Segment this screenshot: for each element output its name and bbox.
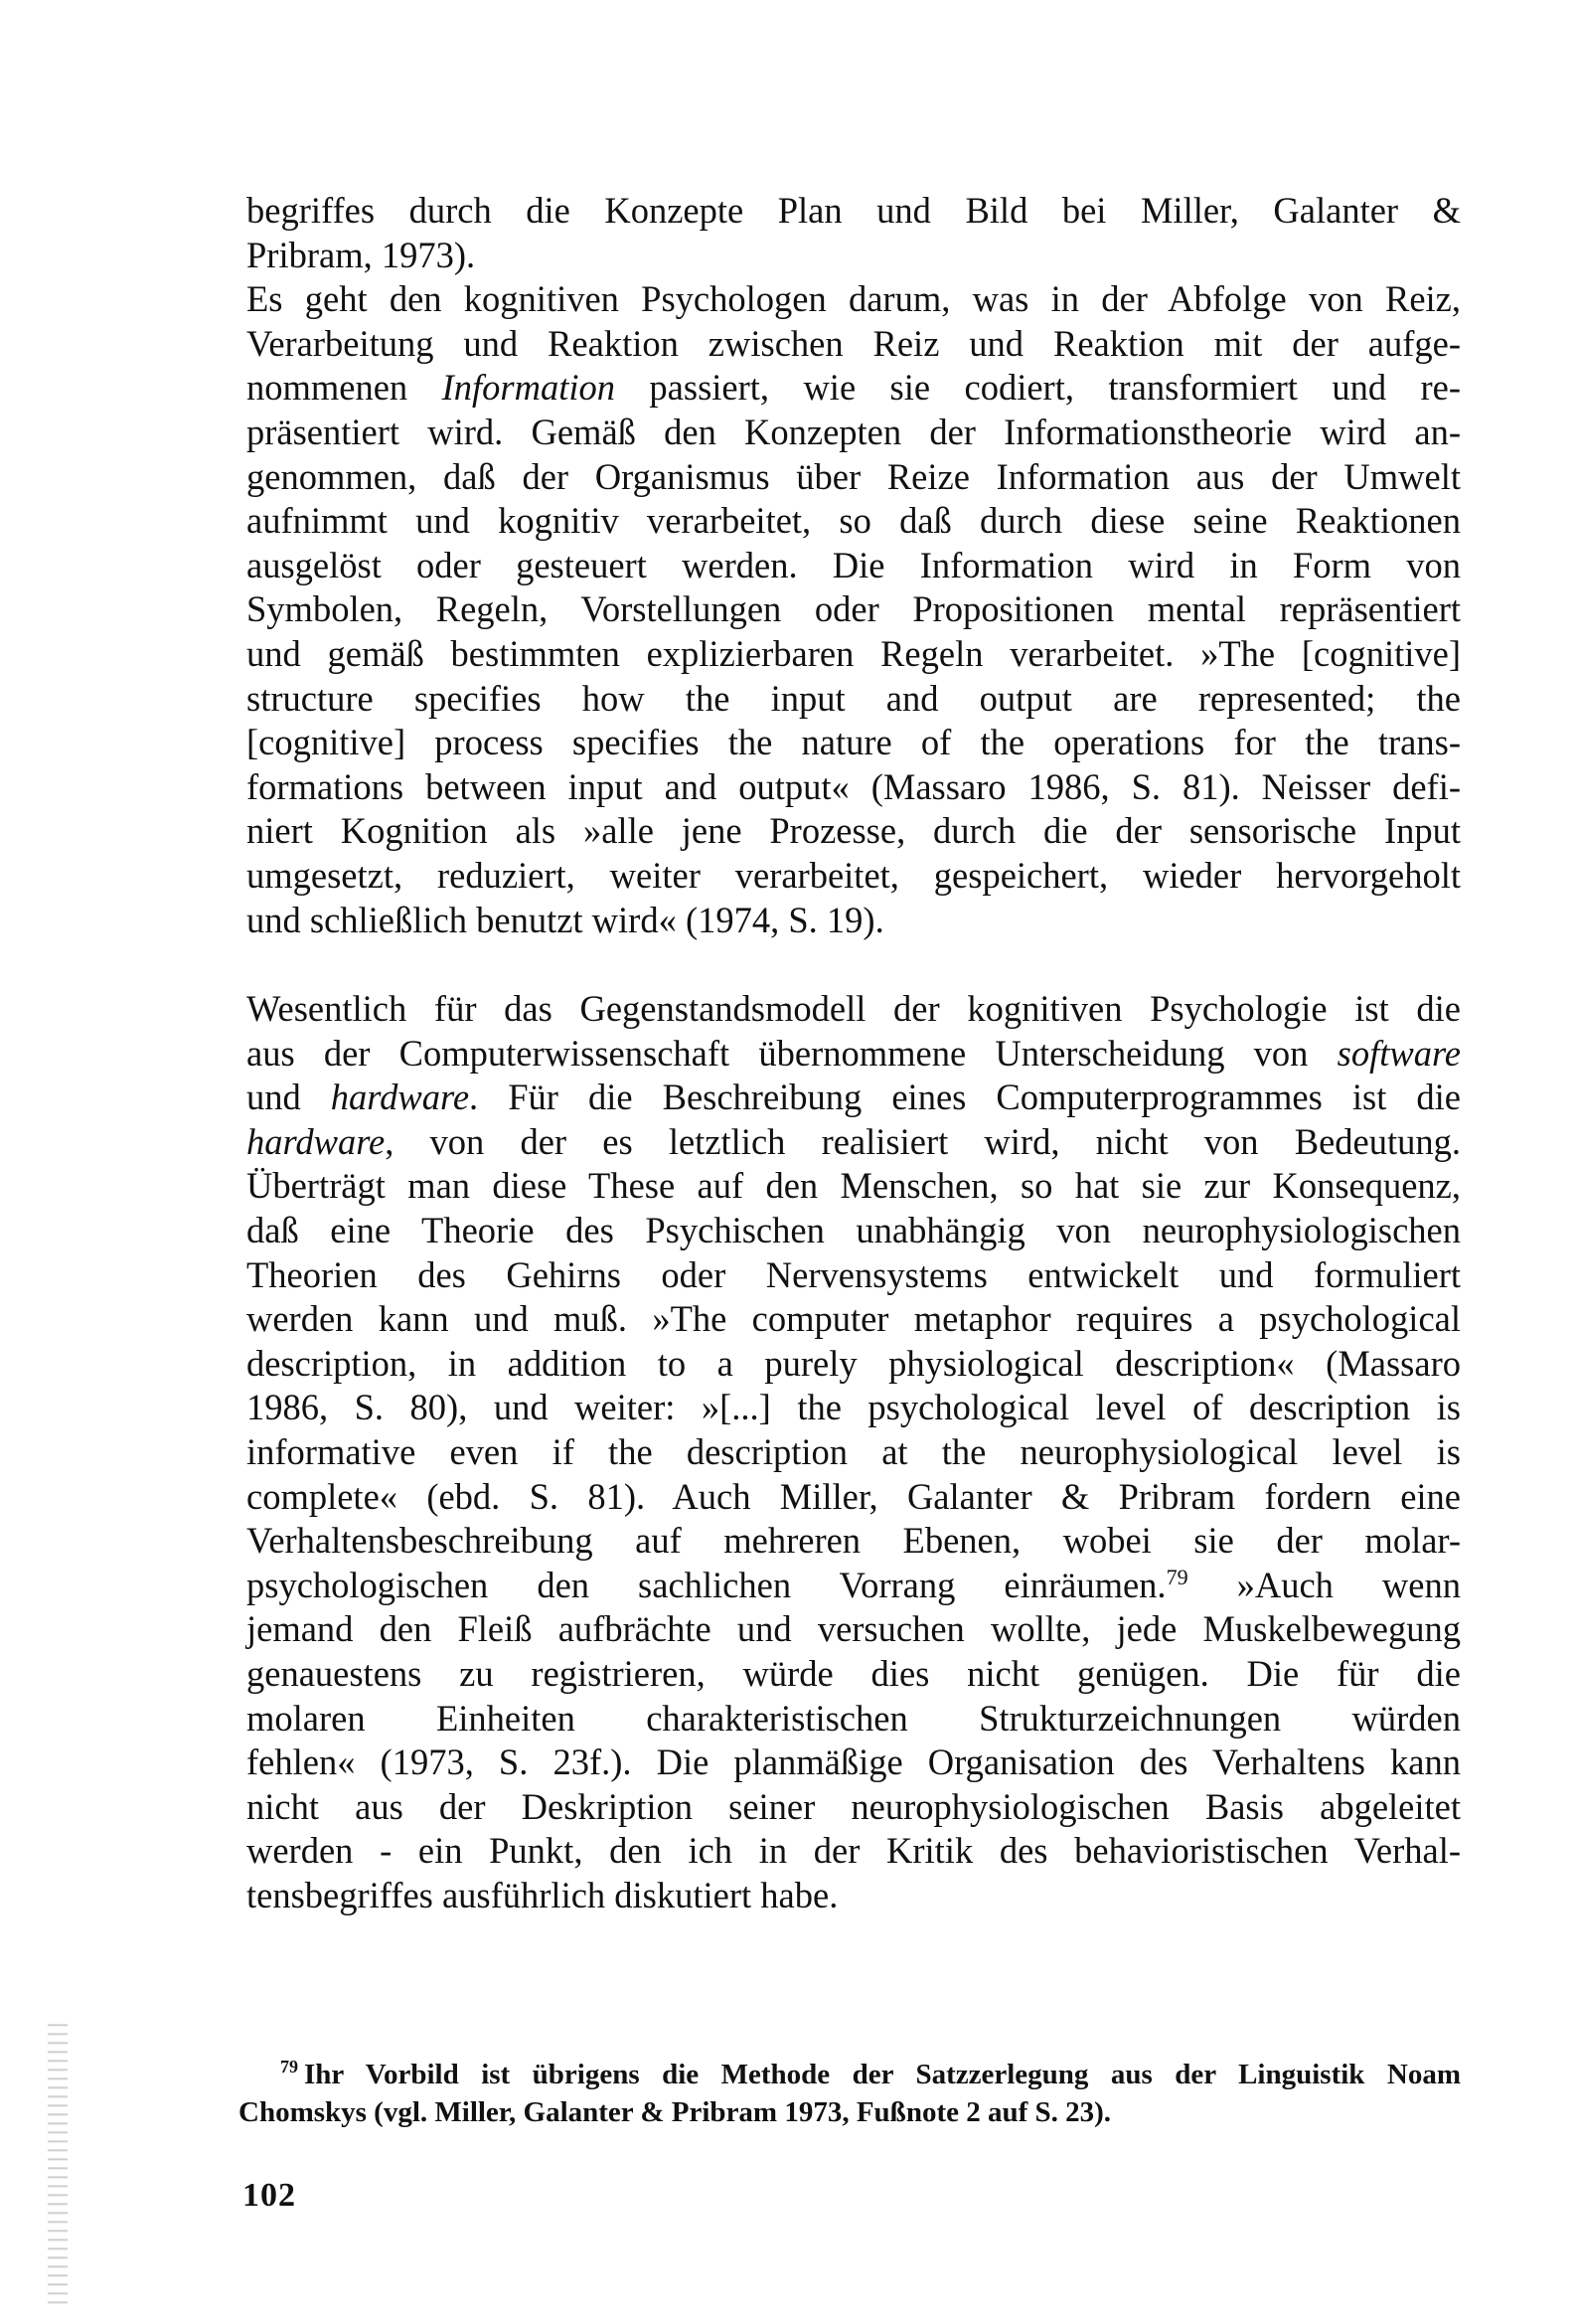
text-line (246, 1076, 1461, 1120)
text-line: formations between input and output« (Massaro 1986, S. 81). Neisser defi- (246, 765, 1461, 807)
text-line: präsentiert wird. Gemäß den Konzepten der Informationstheorie wird an- (246, 411, 1461, 452)
text-line: 1986, S. 80), und weiter: »[...] the psychological level of description is (246, 1387, 1461, 1428)
text-segment: psychologischen den sachlichen Vorrang einräumen. (246, 1564, 1167, 1605)
text-segment: nommenen (246, 367, 442, 409)
text-line: Verarbeitung und Reaktion zwischen Reiz und Reaktion mit der aufge- (246, 322, 1461, 364)
text-segment: und (246, 1077, 331, 1118)
italic-term: Information (441, 367, 615, 409)
italic-term: hardware (246, 1120, 386, 1162)
paragraph-2 (246, 987, 1461, 1917)
text-line: tensbegriffes ausführlich diskutiert habe. (246, 1874, 839, 1915)
text-line: [cognitive] process specifies the nature of the operations for the trans- (246, 722, 1461, 763)
text-line: umgesetzt, reduziert, weiter verarbeitet, gespeichert, wieder hervorgeholt (246, 854, 1461, 896)
text-line: description, in addition to a purely physiological description« (Massaro (246, 1342, 1461, 1384)
text-line: Verhaltensbeschreibung auf mehreren Ebenen, wobei sie der molar- (246, 1520, 1461, 1562)
text-line: molaren Einheiten charakteristischen Strukturzeichnungen würden (246, 1697, 1461, 1739)
text-line: fehlen« (1973, S. 23f.). Die planmäßige Organisation des Verhaltens kann (246, 1742, 1461, 1783)
footnote-reference[interactable]: 79 (1166, 1564, 1188, 1589)
page-number: 102 (242, 2177, 296, 2214)
text-segment: »Auch wenn (1187, 1564, 1461, 1605)
text-line: und gemäß bestimmten explizierbaren Regeln verarbeitet. »The [cognitive] (246, 632, 1461, 674)
paragraph-1 (246, 189, 1461, 942)
text-line: Überträgt man diese These auf den Menschen, so hat sie zur Konsequenz, (246, 1165, 1461, 1207)
text-segment: , von der es letztlich realisiert wird, nicht von Bedeutung. (385, 1120, 1461, 1162)
text-line: daß eine Theorie des Psychischen unabhängig von neurophysiologischen (246, 1209, 1461, 1250)
text-line: genommen, daß der Organismus über Reize Information aus der Umwelt (246, 455, 1461, 497)
text-line: complete« (ebd. S. 81). Auch Miller, Galanter & Pribram fordern eine (246, 1475, 1461, 1517)
text-line: werden kann und muß. »The computer metaphor requires a psychological (246, 1298, 1461, 1340)
text-line: informative even if the description at the neurophysiological level is (246, 1430, 1461, 1472)
text-line: jemand den Fleiß aufbrächte und versuchen wollte, jede Muskelbewegung (246, 1608, 1461, 1650)
footnote-marker: 79 (280, 2057, 298, 2077)
footnote-line: Chomskys (vgl. Miller, Galanter & Pribram 1973, Fußnote 2 auf S. 23). (238, 2096, 1112, 2128)
text-segment: . Für die Beschreibung eines Computerprogrammes ist die (469, 1077, 1461, 1118)
footnote-line (238, 2056, 1461, 2093)
text-line: niert Kognition als »alle jene Prozesse, durch die der sensorische Input (246, 810, 1461, 852)
text-line: structure specifies how the input and output are represented; the (246, 677, 1461, 719)
text-line: genauestens zu registrieren, würde dies nicht genügen. Die für die (246, 1652, 1461, 1694)
text-line: werden - ein Punkt, den ich in der Kritik des behavioristischen Verhal- (246, 1830, 1461, 1872)
text-segment: aus der Computerwissenschaft übernommene Unterscheidung von (246, 1032, 1338, 1074)
footnote-text: Ihr Vorbild ist übrigens die Methode der Satzzerlegung aus der Linguistik Noam (304, 2059, 1461, 2090)
footnote (238, 2056, 1461, 2131)
text-line: begriffes durch die Konzepte Plan und Bild bei Miller, Galanter & (246, 190, 1461, 231)
text-line (246, 366, 1461, 411)
text-line: aufnimmt und kognitiv verarbeitet, so daß durch diese seine Reaktionen (246, 500, 1461, 542)
text-line: Symbolen, Regeln, Vorstellungen oder Propositionen mental repräsentiert (246, 588, 1461, 630)
text-line: Es geht den kognitiven Psychologen darum, was in der Abfolge von Reiz, (246, 278, 1461, 320)
italic-term: hardware (330, 1077, 470, 1118)
text-line: Wesentlich für das Gegenstandsmodell der kognitiven Psychologie ist die (246, 988, 1461, 1029)
text-segment: passiert, wie sie codiert, transformiert und re- (615, 367, 1461, 409)
text-line: Theorien des Gehirns oder Nervensystems entwickelt und formuliert (246, 1253, 1461, 1295)
text-line (246, 1120, 1461, 1165)
text-line: nicht aus der Deskription seiner neurophysiologischen Basis abgeleitet (246, 1785, 1461, 1827)
italic-term: software (1337, 1032, 1461, 1074)
text-line: Pribram, 1973). (246, 234, 476, 275)
scan-binding-edge (48, 2018, 68, 2306)
text-line: ausgelöst oder gesteuert werden. Die Information wird in Form von (246, 544, 1461, 585)
text-line (246, 1032, 1461, 1077)
text-line (246, 1564, 1461, 1608)
text-line: und schließlich benutzt wird« (1974, S. 19). (246, 899, 884, 940)
